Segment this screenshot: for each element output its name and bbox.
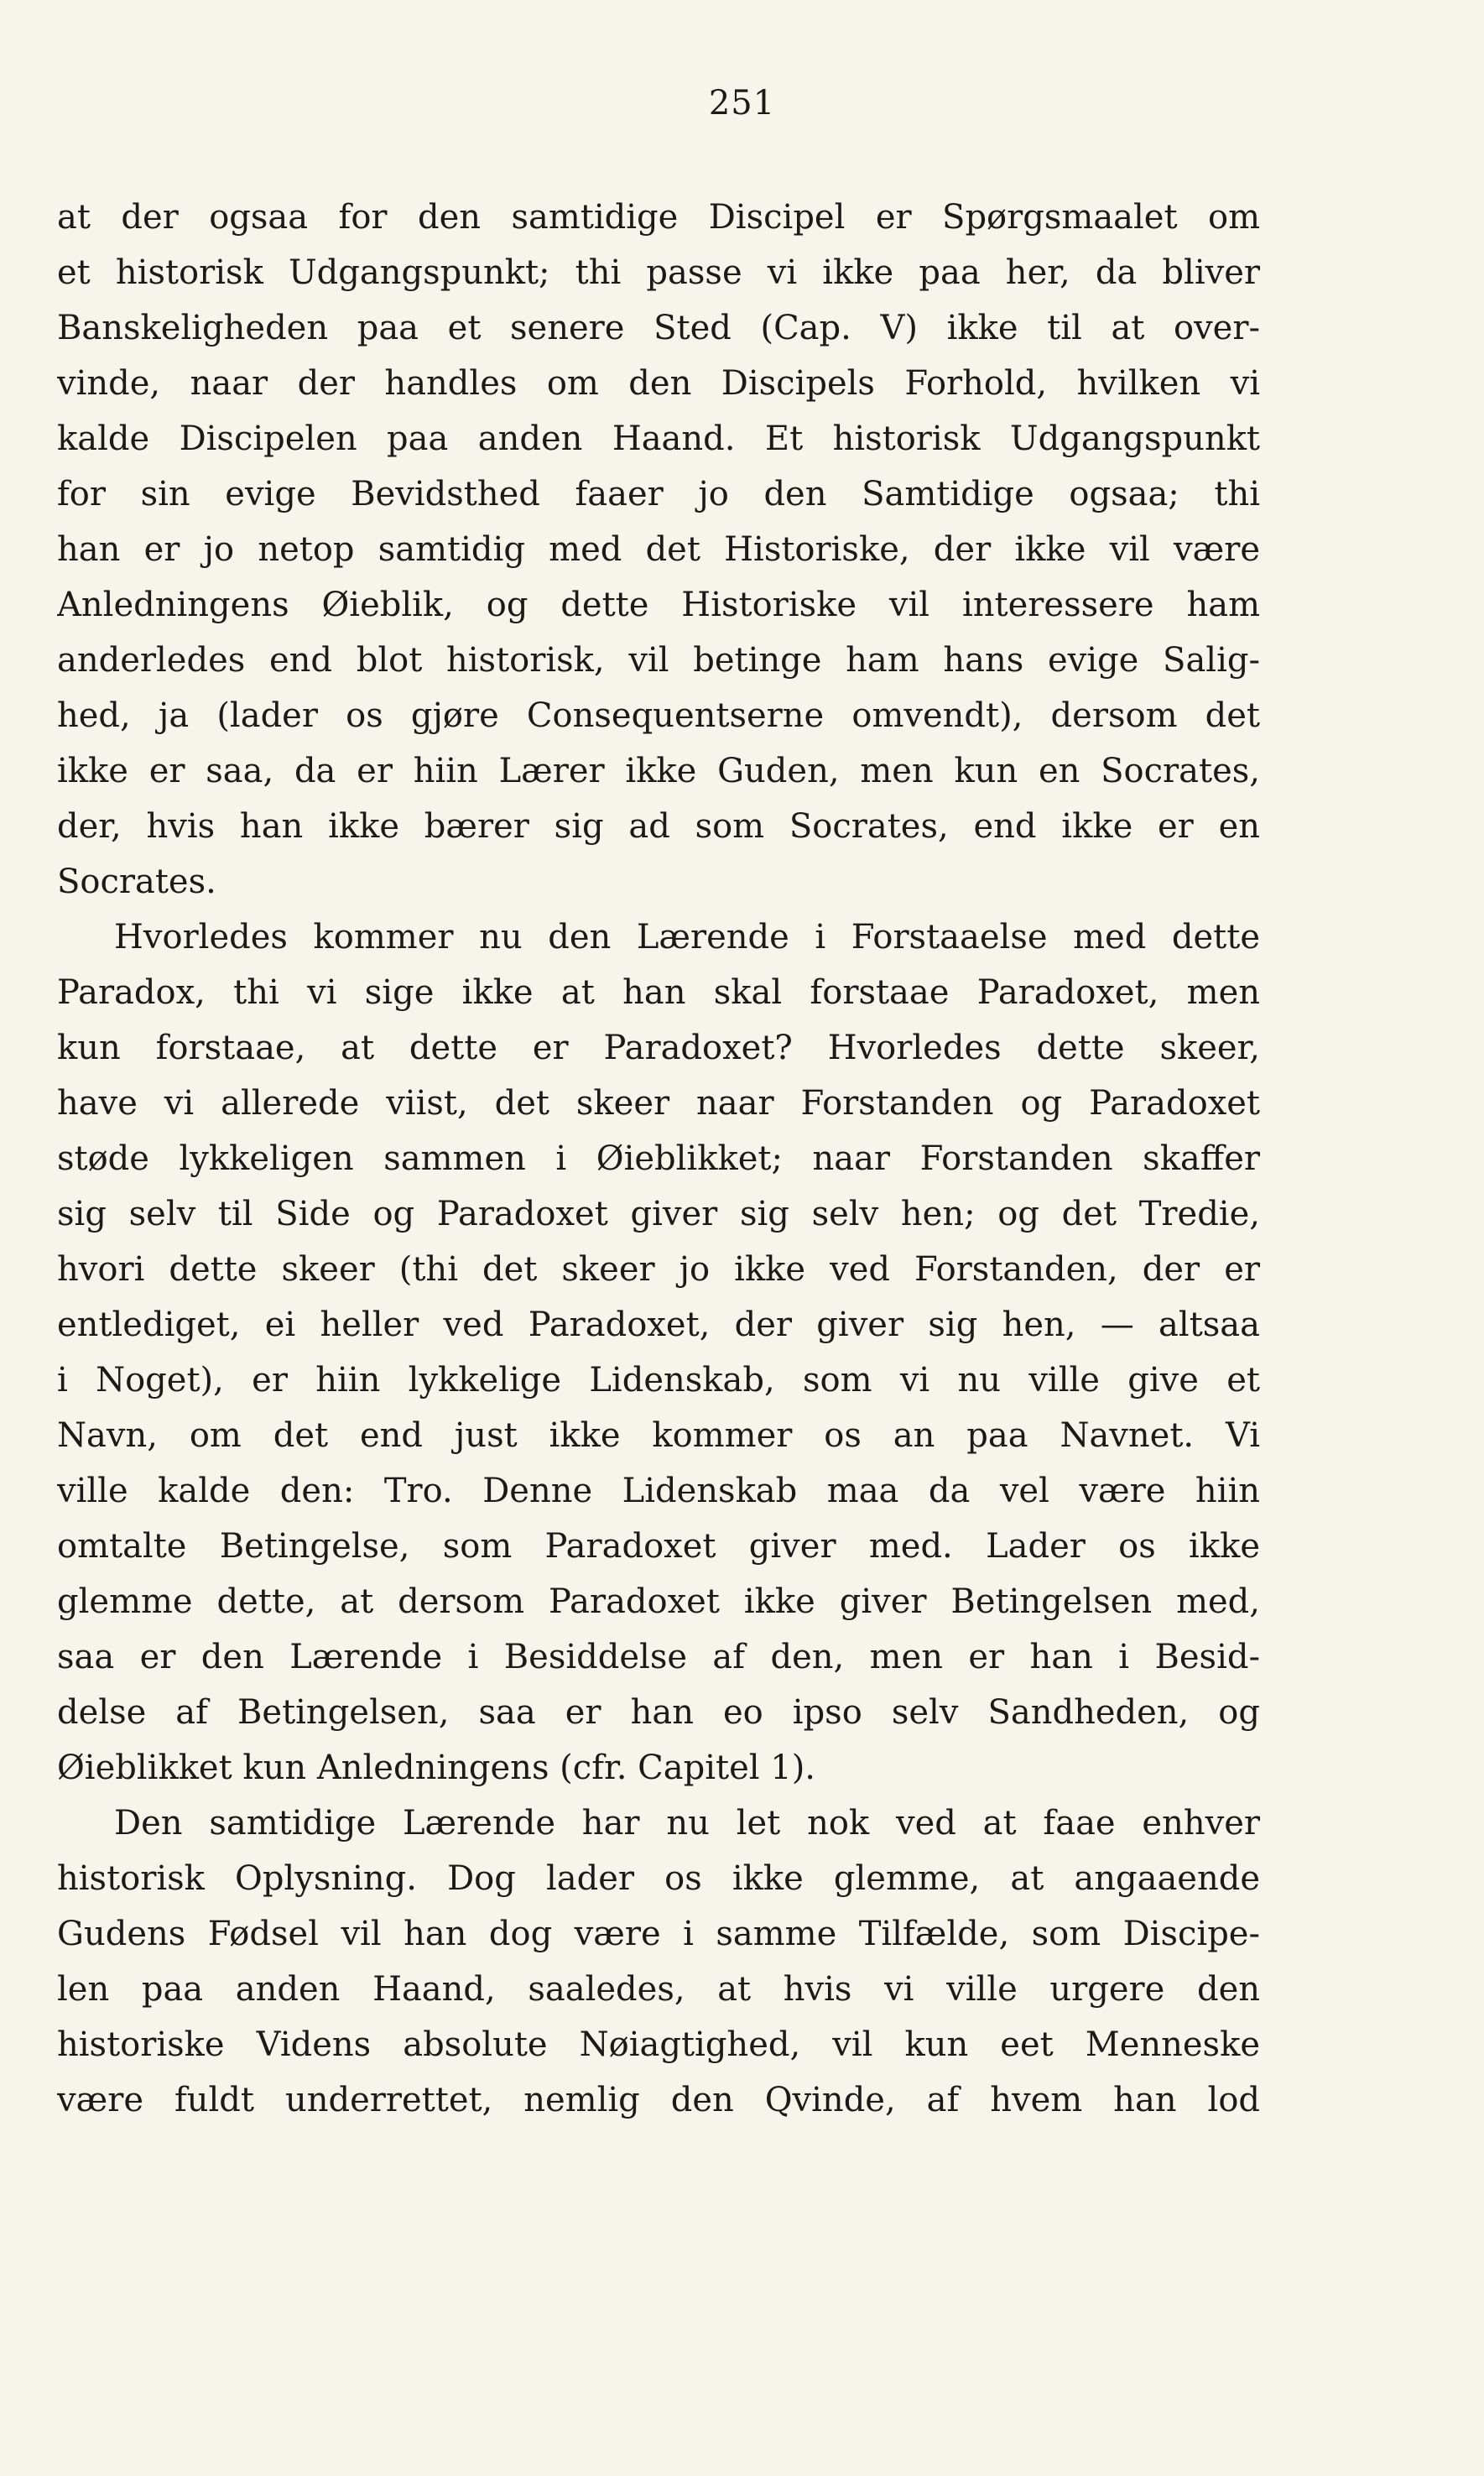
text-line: saa er den Lærende i Besiddelse af den, men er han i Besid- [57, 1638, 1260, 1676]
text-line: Socrates. [57, 863, 216, 901]
text-line: ville kalde den: Tro. Denne Lidenskab maa da vel være hiin [57, 1472, 1260, 1510]
text-line: der, hvis han ikke bærer sig ad som Socrates, end ikke er en [57, 807, 1260, 846]
text-line: omtalte Betingelse, som Paradoxet giver med. Lader os ikke [57, 1527, 1260, 1566]
text-line: kun forstaae, at dette er Paradoxet? Hvorledes dette skeer, [57, 1029, 1260, 1067]
text-line: historiske Videns absolute Nøiagtighed, vil kun eet Menneske [57, 2025, 1260, 2064]
text-line: entlediget, ei heller ved Paradoxet, der giver sig hen, — altsaa [57, 1306, 1260, 1344]
page-number: 251 [708, 84, 776, 122]
paragraph-2 [57, 910, 1260, 1796]
text-line: Navn, om det end just ikke kommer os an paa Navnet. Vi [57, 1416, 1260, 1455]
text-line: glemme dette, at dersom Paradoxet ikke giver Betingelsen med, [57, 1582, 1260, 1621]
text-line: for sin evige Bevidsthed faaer jo den Samtidige ogsaa; thi [57, 475, 1260, 513]
text-line: ikke er saa, da er hiin Lærer ikke Guden, men kun en Socrates, [57, 752, 1260, 790]
text-line: Gudens Fødsel vil han dog være i samme Tilfælde, som Discipe- [57, 1915, 1260, 1953]
body-text [57, 190, 1260, 2128]
paragraph-1 [57, 190, 1260, 910]
text-line: have vi allerede viist, det skeer naar Forstanden og Paradoxet [57, 1084, 1260, 1123]
text-line: at der ogsaa for den samtidige Discipel er Spørgsmaalet om [57, 198, 1260, 237]
text-line: anderledes end blot historisk, vil betinge ham hans evige Salig- [57, 641, 1260, 680]
text-line: være fuldt underrettet, nemlig den Qvinde, af hvem han lod [57, 2081, 1260, 2119]
text-line: han er jo netop samtidig med det Historiske, der ikke vil være [57, 530, 1260, 569]
text-line: støde lykkeligen sammen i Øieblikket; naar Forstanden skaffer [57, 1139, 1260, 1178]
text-line: Banskeligheden paa et senere Sted (Cap. V) ikke til at over- [57, 309, 1260, 347]
text-line: Hvorledes kommer nu den Lærende i Forstaaelse med dette [114, 918, 1260, 957]
text-line: vinde, naar der handles om den Discipels Forhold, hvilken vi [57, 364, 1260, 403]
text-line: hed, ja (lader os gjøre Consequentserne omvendt), dersom det [57, 696, 1260, 735]
text-line: historisk Oplysning. Dog lader os ikke glemme, at angaaende [57, 1859, 1260, 1898]
text-line: et historisk Udgangspunkt; thi passe vi ikke paa her, da bliver [57, 253, 1260, 292]
text-line: Den samtidige Lærende har nu let nok ved at faae enhver [114, 1804, 1260, 1843]
text-line: Paradox, thi vi sige ikke at han skal forstaae Paradoxet, men [57, 973, 1260, 1012]
text-line: len paa anden Haand, saaledes, at hvis vi ville urgere den [57, 1970, 1260, 2009]
text-line: Øieblikket kun Anledningens (cfr. Capitel 1). [57, 1749, 816, 1787]
text-line: kalde Discipelen paa anden Haand. Et historisk Udgangspunkt [57, 420, 1260, 458]
text-line: hvori dette skeer (thi det skeer jo ikke ved Forstanden, der er [57, 1250, 1260, 1289]
text-line: i Noget), er hiin lykkelige Lidenskab, som vi nu ville give et [57, 1361, 1260, 1400]
text-line: delse af Betingelsen, saa er han eo ipso selv Sandheden, og [57, 1693, 1260, 1732]
text-line: Anledningens Øieblik, og dette Historiske vil interessere ham [57, 586, 1260, 624]
paragraph-3 [57, 1796, 1260, 2128]
text-line: sig selv til Side og Paradoxet giver sig selv hen; og det Tredie, [57, 1195, 1260, 1233]
